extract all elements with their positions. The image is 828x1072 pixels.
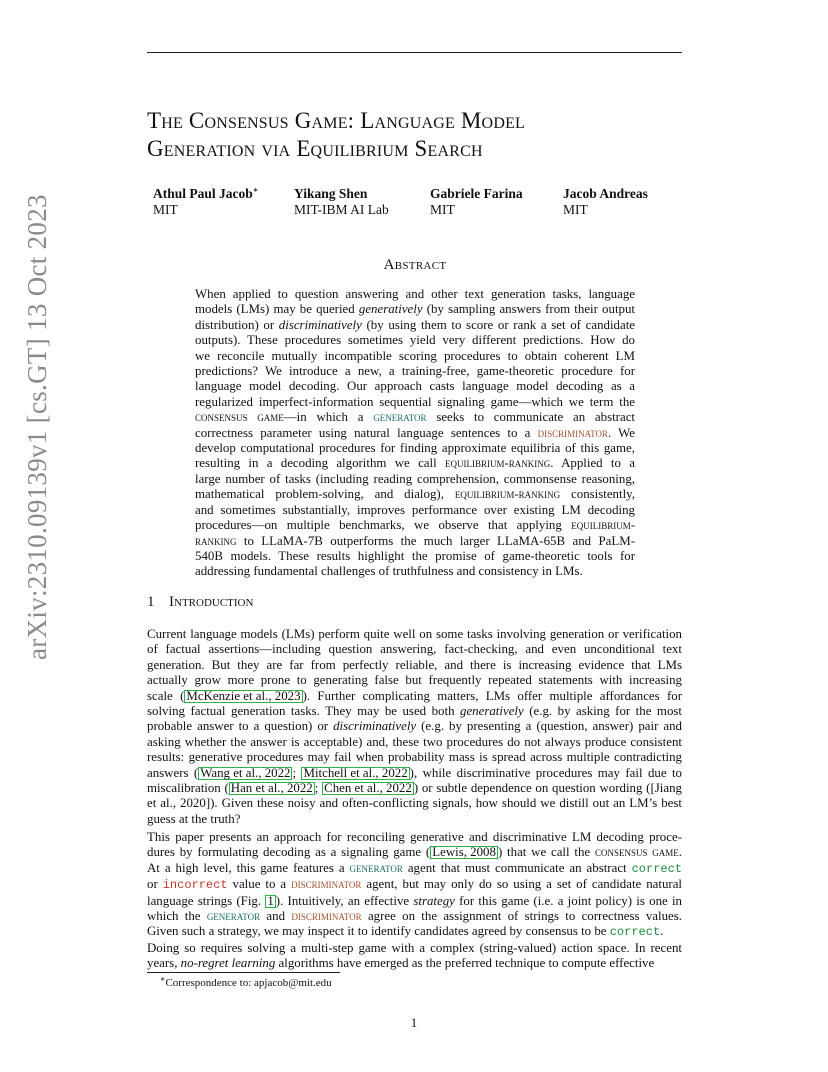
text-line: language model decoding. Our approach casts language model decoding as a <box>195 379 635 394</box>
text-line: years, no-regret learning algorithms have emerged as the preferred technique to compute effective <box>147 956 655 971</box>
author-affiliation: MIT <box>430 202 455 217</box>
text-line: asking whether the answer is acceptable) and, these two procedures do not always produce consistent <box>147 734 682 749</box>
top-rule <box>147 52 682 53</box>
section-number: 1 <box>147 594 155 610</box>
author-name: Jacob Andreas <box>563 186 648 201</box>
paper-title <box>147 107 707 163</box>
intro-paragraph-3 <box>147 941 682 972</box>
text-line: This paper presents an approach for reconciling generative and discriminative LM decoding proce- <box>147 830 682 844</box>
page-number: 1 <box>410 1015 418 1030</box>
arxiv-identifier: arXiv:2310.09139v1 [cs.GT] 13 Oct 2023 <box>22 194 52 660</box>
text-line: et al., 2020]). Given these noisy and often-conflicting signals, how should we distill out an LM’s best <box>147 796 682 811</box>
author-block <box>430 186 523 218</box>
text-line: mathematical problem-solving, and dialog), equilibrium-ranking consistently, <box>195 487 635 502</box>
author-affiliation: MIT <box>563 202 588 217</box>
text-line: of factual assertions—including question answering, fact-checking, and even unconditional text <box>147 642 682 657</box>
text-line: models (LMs) may be queried generatively (by sampling answers from their output <box>195 302 635 317</box>
text-line: generation. But they are far from perfectly reliable, and there is increasing evidence that LMs <box>147 657 682 672</box>
text-line: regularized imperfect-information sequential signaling game—which we term the <box>195 394 635 409</box>
text-line: scale ( McKenzie et al., 2023 ). Further complicating matters, LMs offer multiple affordances for <box>147 688 682 703</box>
title-line-1: The Consensus Game: Language Model <box>147 108 526 133</box>
text-line: correctness parameter using natural language sentences to a discriminator. We <box>195 425 635 440</box>
text-line: consensus game—in which a generator seeks to communicate an abstract <box>195 410 636 425</box>
intro-paragraph-1 <box>147 627 682 827</box>
text-line: dures by formulating decoding as a signaling game ( Lewis, 2008 ) that we call the consensus game. <box>147 845 682 860</box>
text-line: guess at the truth? <box>147 811 241 826</box>
text-line: predictions? We introduce a new, a training-free, game-theoretic procedure for <box>195 364 635 379</box>
text-line: language strings (Fig. 1 ). Intuitively, an effective strategy for this game (i.e. a joint policy) is one in <box>147 893 682 908</box>
text-line: which the generator and discriminator agree on the assignment of strings to correctness values. <box>147 909 682 924</box>
section-title: Introduction <box>169 594 254 610</box>
author-block <box>563 186 648 218</box>
text-line: distribution) or discriminatively (by using them to score or rank a set of candidate <box>195 317 636 332</box>
text-line: actually grow more prone to generating false but frequently repeated statements with increasing <box>147 673 682 688</box>
text-line: solving factual generation tasks. They may be used both generatively (e.g. by asking for the most <box>147 704 682 719</box>
title-line-2: Generation via Equilibrium Search <box>147 136 483 161</box>
abstract-body <box>195 287 635 580</box>
author-block <box>153 186 258 218</box>
text-line: 540B models. These results highlight the promise of game-theoretic tools for <box>195 548 635 563</box>
text-line: or incorrect value to a discriminator agent, but may only do so using a set of candidate natural <box>147 877 682 893</box>
text-line: Given such a strategy, we may inspect it to identify candidates agreed by consensus to be correct. <box>147 924 664 940</box>
author-name: Gabriele Farina <box>430 186 523 201</box>
text-line: procedures—on multiple benchmarks, we observe that applying equilibrium- <box>195 518 635 533</box>
text-line: probable answer to a question) or discriminatively (e.g. by presenting a (question, answer) pair and <box>147 719 682 734</box>
text-line: When applied to question answering and other text generation tasks, language <box>195 287 635 301</box>
text-line: At a high level, this game features a generator agent that must communicate an abstract correct <box>147 860 683 876</box>
text-line: we reconcile mutually incompatible scoring procedures to obtain coherent LM <box>195 348 635 363</box>
text-line: and sometimes substantially, improves performance over existing LM decoding <box>195 502 635 517</box>
author-name: Yikang Shen <box>294 186 368 201</box>
author-block <box>294 186 389 218</box>
intro-paragraph-2 <box>147 830 682 941</box>
text-line: outputs). These procedures sometimes yield very different predictions. How do <box>195 333 635 348</box>
text-line: answers ( Wang et al., 2022 ; Mitchell et al., 2022 ), while discriminative procedures may fail due to <box>147 765 682 780</box>
text-line: ranking to LLaMA-7B outperforms the much larger LLaMA-65B and PaLM- <box>195 533 635 548</box>
text-line: Current language models (LMs) perform quite well on some tasks involving generation or verification <box>147 627 682 641</box>
text-line: results: generative procedures may fail when probability mass is spread across multiple contradicting <box>147 750 682 765</box>
section-heading <box>147 594 253 611</box>
author-affiliation: MIT <box>153 202 178 217</box>
text-line: resulting in a decoding algorithm we call equilibrium-ranking. Applied to a <box>195 456 635 471</box>
text-line: develop computational procedures for finding approximate equilibria of this game, <box>195 441 635 456</box>
text-line: addressing fundamental challenges of truthfulness and consistency in LMs. <box>195 564 583 579</box>
abstract-heading: Abstract <box>383 257 447 273</box>
author-affiliation: MIT-IBM AI Lab <box>294 202 389 217</box>
footnote: ∗Correspondence to: apjacob@mit.edu <box>160 974 332 989</box>
author-name: Athul Paul Jacob∗ <box>153 185 259 201</box>
footnote-rule <box>147 972 340 973</box>
text-line: miscalibration ( Han et al., 2022 ; Chen et al., 2022 ) or subtle dependence on question wording ([Jiang <box>147 781 682 796</box>
text-line: Doing so requires solving a multi-step game with a complex (string-valued) action space. In recent <box>147 941 682 955</box>
text-line: large number of tasks (including reading comprehension, commonsense reasoning, <box>195 471 635 486</box>
